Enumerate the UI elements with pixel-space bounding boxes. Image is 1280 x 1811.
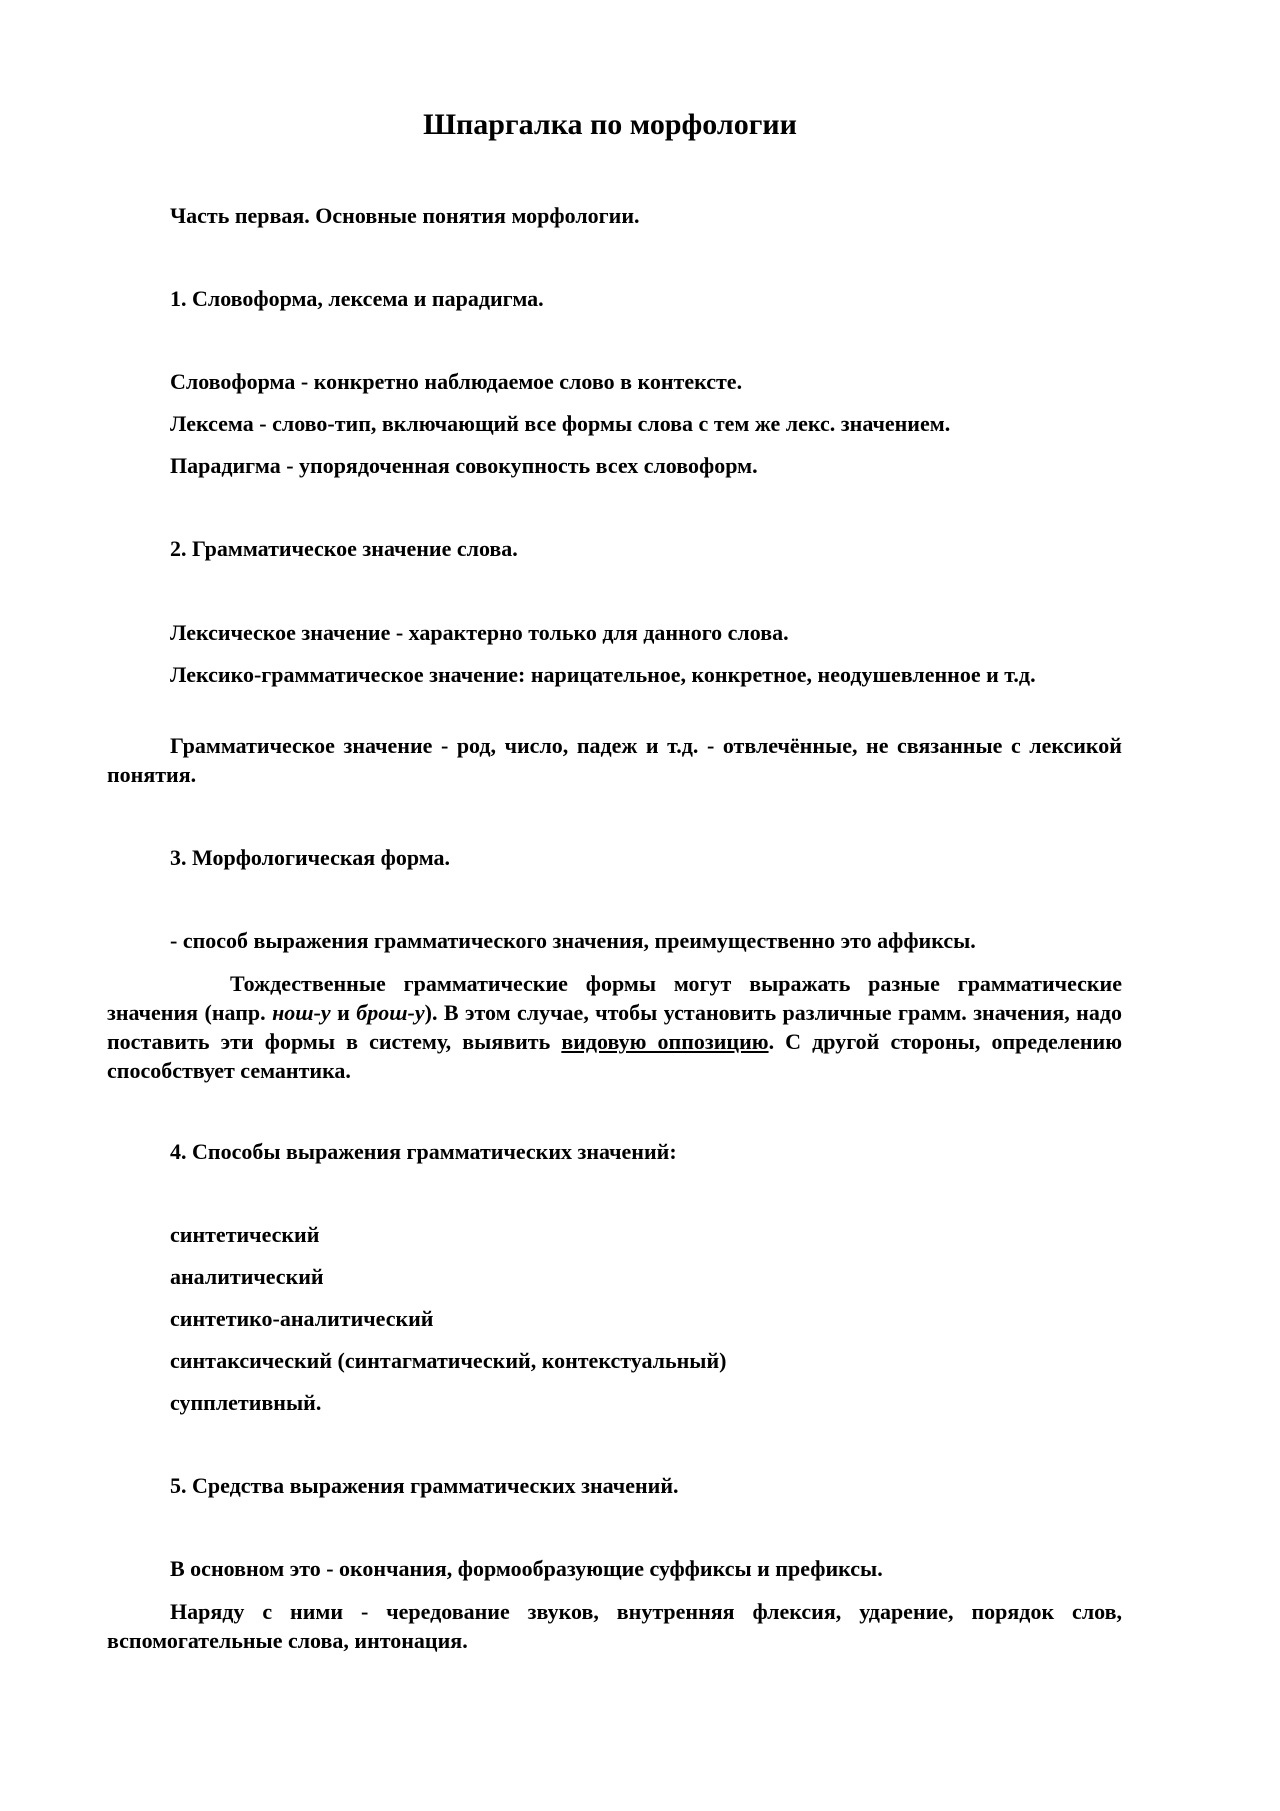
underlined-term: видовую оппозицию — [561, 1029, 769, 1054]
section-2-heading: 2. Грамматическое значение слова. — [170, 536, 518, 561]
method-item-synthetic: синтетический — [170, 1222, 320, 1247]
definition-lexeme: Лексема - слово-тип, включающий все формы слова с тем же лекс. значением. — [170, 411, 951, 436]
method-item-suppletive: супплетивный. — [170, 1390, 322, 1415]
section-5-heading: 5. Средства выражения грамматических значений. — [170, 1473, 679, 1498]
method-item-synthetic-analytic: синтетико-аналитический — [170, 1306, 434, 1331]
definition-paradigm: Парадигма - упорядоченная совокупность всех словоформ. — [170, 453, 758, 478]
morphological-form-definition: - способ выражения грамматического значения, преимущественно это аффиксы. — [170, 928, 976, 953]
grammatical-meaning: Грамматическое значение - род, число, падеж и т.д. - отвлечённые, не связанные с лексикой понятия. — [107, 733, 1122, 787]
paragraph-text-start: Тождественные грамматические формы могут выражать разные грамматические значения (напр. — [107, 971, 1122, 1025]
section-3-heading: 3. Морфологическая форма. — [170, 845, 451, 870]
section-1-heading: 1. Словоформа, лексема и парадигма. — [170, 286, 544, 311]
example-word-2: брош-у — [356, 1000, 425, 1025]
morphological-form-paragraph — [107, 969, 1122, 1085]
lexical-meaning: Лексическое значение - характерно только для данного слова. — [170, 620, 789, 645]
part-heading: Часть первая. Основные понятия морфологии. — [170, 203, 640, 228]
other-means: Наряду с ними - чередование звуков, внутренняя флексия, ударение, порядок слов, вспомогательные слова, интонация. — [107, 1599, 1122, 1653]
definition-wordform: Словоформа - конкретно наблюдаемое слово в контексте. — [170, 369, 743, 394]
page-title: Шпаргалка по морфологии — [423, 108, 797, 141]
main-means: В основном это - окончания, формообразующие суффиксы и префиксы. — [170, 1556, 883, 1581]
method-item-syntactic: синтаксический (синтагматический, контекстуальный) — [170, 1348, 727, 1373]
method-item-analytic: аналитический — [170, 1264, 324, 1289]
conjunction-text: и — [330, 1000, 357, 1025]
section-4-heading: 4. Способы выражения грамматических значений: — [170, 1139, 677, 1164]
paragraph-text-middle: ). В этом случае, чтобы установить различные грамм. значения, надо поставить эти формы в систему, выявить — [107, 1000, 1122, 1054]
paragraph-text-end: . С другой стороны, определению способствует семантика. — [107, 1029, 1122, 1083]
lexico-grammatical-meaning: Лексико-грамматическое значение: нарицательное, конкретное, неодушевленное и т.д. — [170, 662, 1036, 687]
example-word-1: нош-у — [272, 1000, 331, 1025]
